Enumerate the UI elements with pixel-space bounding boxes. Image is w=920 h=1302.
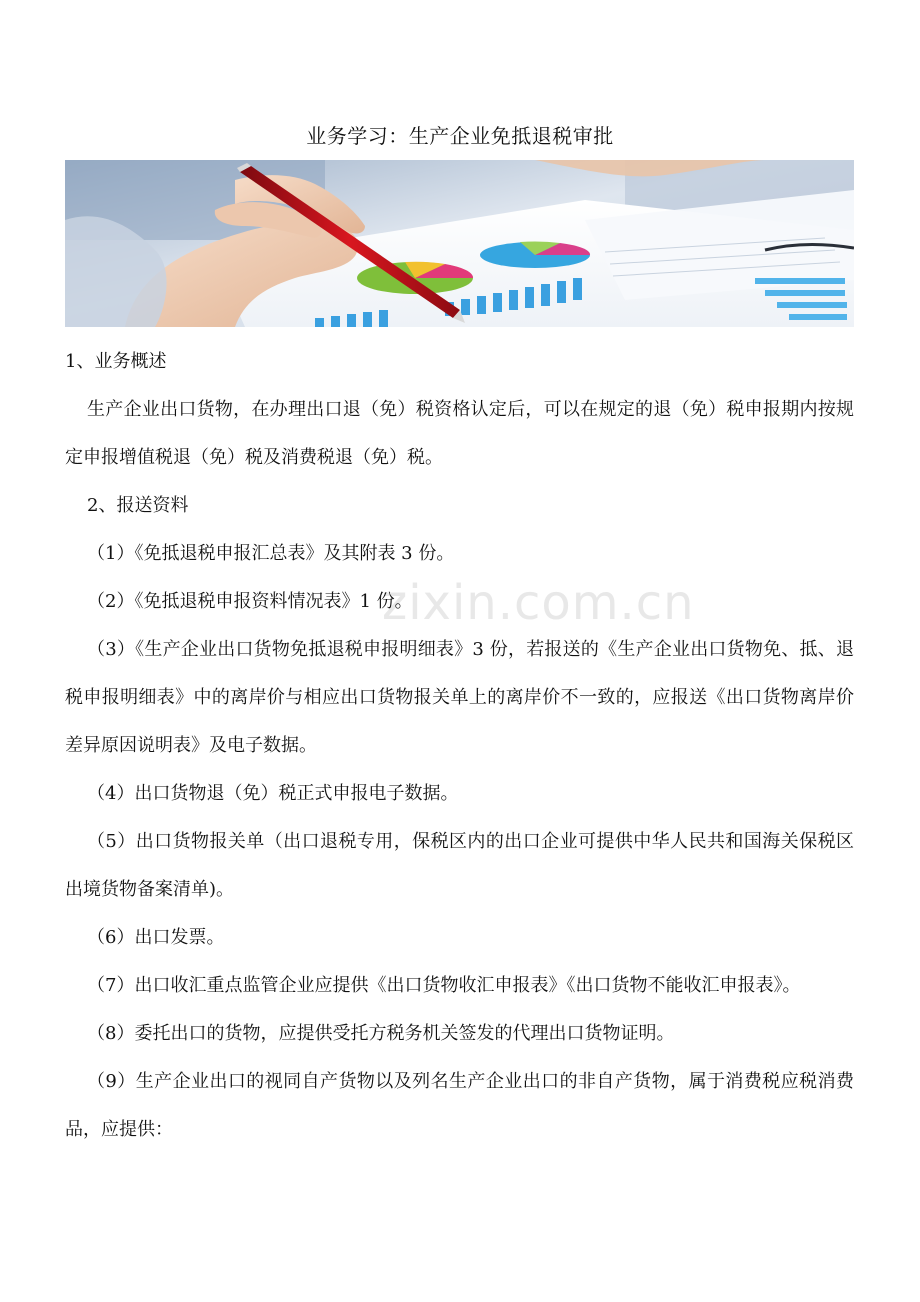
section-heading-materials: 2、报送资料 [87, 495, 189, 516]
paragraph-overview: 生产企业出口货物，在办理出口退（免）税资格认定后，可以在规定的退（免）税申报期内按规定申报增值税退（免）税及消费税退（免）税。 [65, 399, 854, 468]
list-item-9: （9）生产企业出口的视同自产货物以及列名生产企业出口的非自产货物，属于消费税应税消费品，应提供： [65, 1071, 854, 1140]
list-item-6: （6）出口发票。 [87, 927, 225, 948]
list-item-8: （8）委托出口的货物，应提供受托方税务机关签发的代理出口货物证明。 [87, 1023, 675, 1044]
page-title: 业务学习：生产企业免抵退税审批 [306, 124, 614, 148]
list-item-2: （2）《免抵退税申报资料情况表》1 份。 [87, 591, 413, 612]
section-heading-overview: 1、业务概述 [65, 351, 167, 372]
banner-image [65, 160, 854, 327]
list-item-1: （1）《免抵退税申报汇总表》及其附表 3 份。 [87, 543, 455, 564]
list-item-7: （7）出口收汇重点监管企业应提供《出口货物收汇申报表》《出口货物不能收汇申报表》。 [87, 975, 801, 996]
list-item-4: （4）出口货物退（免）税正式申报电子数据。 [87, 783, 459, 804]
watermark-text: zixin.com.cn [382, 575, 695, 631]
document-body [65, 338, 854, 1154]
list-item-5: （5）出口货物报关单（出口退税专用，保税区内的出口企业可提供中华人民共和国海关保税区出境货物备案清单)。 [65, 831, 854, 900]
list-item-3: （3）《生产企业出口货物免抵退税申报明细表》3 份，若报送的《生产企业出口货物免、抵、退税申报明细表》中的离岸价与相应出口货物报关单上的离岸价不一致的，应报送《出口货物离岸价差异原因说明表》及电子数据。 [65, 639, 854, 756]
banner-illustration [65, 160, 854, 327]
